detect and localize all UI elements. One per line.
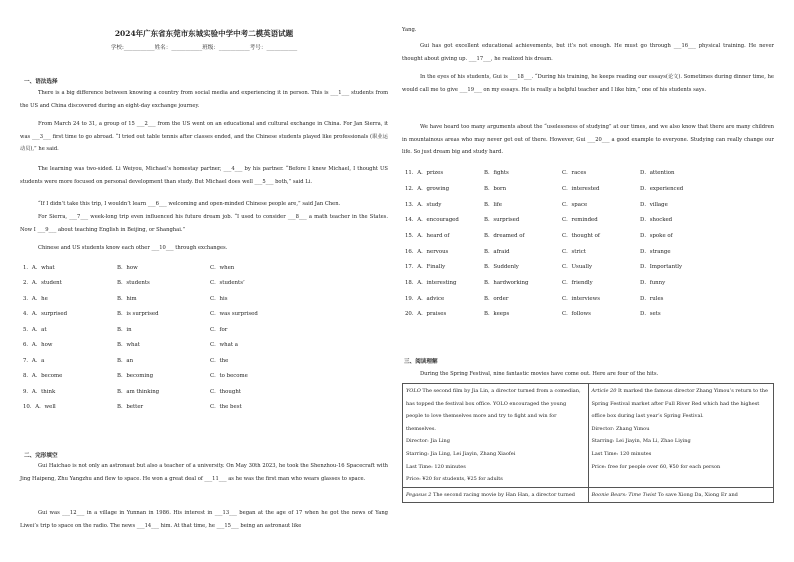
option-a[interactable]: 10．A．well — [23, 404, 56, 410]
section-cloze-heading: 二、完形填空 — [24, 453, 58, 459]
section-reading-heading: 三、阅读理解 — [404, 359, 438, 365]
movie-name: Pegasus 2 — [406, 491, 432, 498]
passage-paragraph: Gui was ___12___ in a village in Yunnan in 1986. His interest in ___13___ began at the age of 17 when he got the news of Yang Liwei’s trip to space on the radio. The news ___14___ him. At that time, he ___15___ being an astronaut like — [20, 510, 388, 529]
passage-paragraph: Gui Haichao is not only an astronaut but also a teacher of a university. On May 30th 2023, he took the Shenzhou-16 Spacecraft with Jing Haipeng, Zhu Yangzhu and flew to space. He won a great deal of ___11___ as he was the first man who wears glasses to space. — [20, 463, 388, 482]
option-d[interactable]: D．strange — [640, 249, 671, 255]
option-b[interactable]: B．fights — [484, 170, 509, 176]
movie-cell — [588, 384, 774, 488]
option-c[interactable]: C．follows — [562, 311, 591, 317]
movie-starring: Starring: Jia Ling, Lei Jiayin, Zhang Xiaofei — [406, 450, 516, 457]
option-a[interactable]: 11．A．prizes — [405, 170, 444, 176]
option-c[interactable]: C．thought of — [562, 233, 600, 239]
option-a[interactable]: 16．A．nervous — [405, 249, 449, 255]
passage-paragraph: In the eyes of his students, Gui is ___18___. “During his training, he keeps reading our essays(论文). Sometimes during dinner time, he would call me to give ___19___ on my essays. He is really a helpful teacher and I like him,” one of his students says. — [402, 74, 774, 93]
option-b[interactable]: B．an — [117, 358, 134, 364]
table-row — [403, 487, 774, 503]
option-c[interactable]: C．space — [562, 202, 588, 208]
option-d[interactable]: D．Importantly — [640, 264, 683, 270]
movie-description: Pegasus 2 The second racing movie by Han Han, a director turned — [406, 491, 575, 498]
option-c[interactable]: C．interested — [562, 186, 600, 192]
passage-paragraph: The learning was two-sided. Li Weiyou, Michael’s homestay partner, ___4___ by his partner. “Before I knew Michael, I thought US students were more focused on personal development than study. But Michael does well ___5___ both,” said Li. — [20, 166, 388, 185]
option-a[interactable]: 17．A．Finally — [405, 264, 446, 270]
option-d[interactable]: D．rules — [640, 296, 664, 302]
option-b[interactable]: B．Suddenly — [484, 264, 519, 270]
option-b[interactable]: B．students — [117, 280, 150, 286]
option-c[interactable]: C．Usually — [562, 264, 593, 270]
movie-cell — [588, 487, 774, 503]
option-a[interactable]: 18．A．interesting — [405, 280, 457, 286]
passage-paragraph: From March 24 to 31, a group of 15 ___2___ from the US went on an educational and cultural exchange in China. For Jan Sierra, it was ___3___ first time to go abroad. “I tried out table tennis after classes ended, and the Chinese students played like professionals (职业运动员),” he said. — [20, 121, 388, 153]
option-b[interactable]: B．him — [117, 296, 137, 302]
option-a[interactable]: 12．A．growing — [405, 186, 450, 192]
movie-last-time: Last Time: 120 minutes — [406, 463, 466, 470]
option-c[interactable]: C．what a — [210, 342, 238, 348]
option-a[interactable]: 4．A．surprised — [23, 311, 68, 317]
option-b[interactable]: B．keeps — [484, 311, 510, 317]
movie-cell — [403, 384, 589, 488]
option-a[interactable]: 15．A．heard of — [405, 233, 450, 239]
option-b[interactable]: B．am thinking — [117, 389, 160, 395]
movie-price: Price: free for people over 60, ¥50 for each person — [591, 463, 721, 470]
movie-last-time: Last Time: 120 minutes — [591, 450, 652, 457]
option-a[interactable]: 19．A．advice — [405, 296, 445, 302]
movie-description: YOLO The second film by Jia Lin, a director turned from a comedian, has topped the festival box office. YOLO encouraged the young people to love themselves more and try to fight and win for themselves. — [406, 388, 581, 432]
movie-director: Director: Jia Ling — [406, 438, 450, 445]
option-d[interactable]: D．funny — [640, 280, 666, 286]
passage-paragraph: During the Spring Festival, nine fantastic movies have come out. Here are four of the hits. — [420, 371, 659, 377]
option-a[interactable]: 20．A．praises — [405, 311, 447, 317]
passage-paragraph: There is a big difference between knowing a country from social media and experiencing it in person. This is ___1___ students from the US and China discovered during an eight-day exchange journey. — [20, 90, 388, 109]
option-a[interactable]: 8．A．become — [23, 373, 63, 379]
option-b[interactable]: B．in — [117, 327, 132, 333]
option-b[interactable]: B．dreamed of — [484, 233, 525, 239]
option-b[interactable]: B．surprised — [484, 217, 520, 223]
option-b[interactable]: B．afraid — [484, 249, 510, 255]
option-c[interactable]: C．to become — [210, 373, 248, 379]
passage-paragraph: We have heard too many arguments about the “uselessness of studying” at our times, and we also know that there are many children in mountainous areas who may never get out of there. However, Gui ___20___ a good example to everyone. Studying can really change our life. So just dream big and study hard. — [402, 124, 774, 156]
option-b[interactable]: B．order — [484, 296, 509, 302]
option-c[interactable]: C．strict — [562, 249, 586, 255]
exam-title: 2024年广东省东莞市东城实验中学中考二模英语试题 — [114, 29, 294, 38]
option-d[interactable]: D．spoke of — [640, 233, 673, 239]
movie-name: Boonie Bears: Time Twist — [591, 491, 657, 498]
movie-starring: Starring: Lei Jiayin, Ma Li, Zhao Liying — [591, 438, 691, 445]
option-b[interactable]: B．how — [117, 265, 138, 271]
option-c[interactable]: C．the best — [210, 404, 242, 410]
option-b[interactable]: B．becoming — [117, 373, 154, 379]
option-c[interactable]: C．thought — [210, 389, 241, 395]
option-c[interactable]: C．students’ — [210, 280, 245, 286]
movie-name: Article 20 — [591, 388, 617, 394]
student-info-line: 学校:___________姓名：___________班级：___________考号：___________ — [110, 45, 298, 51]
option-c[interactable]: C．friendly — [562, 280, 593, 286]
option-c[interactable]: C．races — [562, 170, 587, 176]
passage-paragraph: Chinese and US students know each other ___10___ through exchanges. — [38, 245, 228, 251]
option-b[interactable]: B．born — [484, 186, 507, 192]
option-c[interactable]: C．interviews — [562, 296, 600, 302]
movie-director: Director: Zhang Yimou — [591, 425, 650, 432]
option-a[interactable]: 1．A．what — [23, 265, 55, 271]
passage-paragraph: Yang. — [402, 27, 417, 33]
movie-description: Boonie Bears: Time Twist To save Xiong Da, Xiong Er and — [591, 491, 738, 498]
option-d[interactable]: D．experienced — [640, 186, 684, 192]
option-c[interactable]: C．was surprised — [210, 311, 258, 317]
option-c[interactable]: C．his — [210, 296, 228, 302]
passage-paragraph: Gui has got excellent educational achievements, but it’s not enough. He must go through ___16___ physical training. He never thought about giving up. ___17___, he realized his dream. — [402, 43, 774, 62]
table-row — [403, 384, 774, 488]
option-b[interactable]: B．what — [117, 342, 140, 348]
movie-price: Price: ¥20 for students, ¥25 for adults — [406, 476, 503, 483]
option-b[interactable]: B．hardworking — [484, 280, 529, 286]
option-d[interactable]: D．attention — [640, 170, 675, 176]
movie-description: Article 20 It marked the famous director Zhang Yimou’s return to the Spring Festival market after Full River Red which had the highest office box during last year’s Spring Festival. — [591, 388, 768, 420]
option-c[interactable]: C．when — [210, 265, 235, 271]
movies-table — [402, 383, 774, 503]
option-d[interactable]: D．village — [640, 202, 668, 208]
option-b[interactable]: B．is surprised — [117, 311, 159, 317]
option-a[interactable]: 2．A．student — [23, 280, 62, 286]
movie-name: YOLO — [406, 388, 421, 394]
section-grammar-heading: 一、语法选择 — [24, 79, 58, 85]
option-d[interactable]: D．sets — [640, 311, 661, 317]
option-c[interactable]: C．for — [210, 327, 228, 333]
option-b[interactable]: B．better — [117, 404, 144, 410]
option-a[interactable]: 7．A．a — [23, 358, 45, 364]
option-d[interactable]: D．shocked — [640, 217, 673, 223]
movie-cell — [403, 487, 589, 503]
option-a[interactable]: 6．A．how — [23, 342, 53, 348]
option-a[interactable]: 5．A．at — [23, 327, 47, 333]
option-a[interactable]: 9．A．think — [23, 389, 56, 395]
option-c[interactable]: C．the — [210, 358, 229, 364]
option-c[interactable]: C．reminded — [562, 217, 598, 223]
option-b[interactable]: B．life — [484, 202, 502, 208]
option-a[interactable]: 13．A．study — [405, 202, 442, 208]
option-a[interactable]: 14．A．encouraged — [405, 217, 459, 223]
passage-paragraph: For Sierra, ___7___ week-long trip even influenced his future dream job. “I used to consider ___8___ a math teacher in the States. Now I ___9___ about teaching English in Beijing, or Shanghai.” — [20, 214, 388, 233]
option-a[interactable]: 3．A．he — [23, 296, 48, 302]
passage-paragraph: “If I didn’t take this trip, I wouldn’t learn ___6___ welcoming and open-minded Chinese people are,” said Jan Chen. — [38, 201, 341, 207]
